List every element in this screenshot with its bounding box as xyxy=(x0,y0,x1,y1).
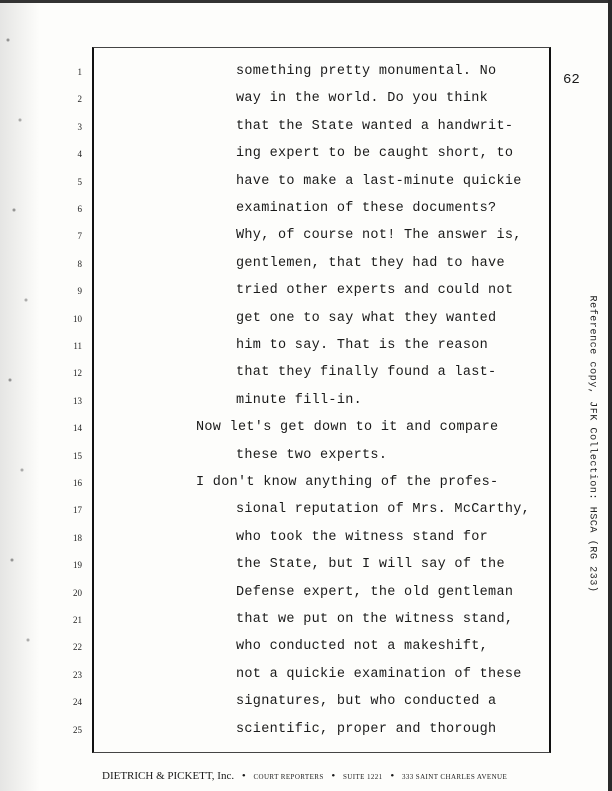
line-number: 16 xyxy=(73,478,82,488)
transcript-line: I don't know anything of the profes- xyxy=(196,475,499,490)
transcript-line: who conducted not a makeshift, xyxy=(236,639,489,655)
line-number: 23 xyxy=(73,669,82,680)
line-number: 5 xyxy=(77,176,82,187)
line-number: 8 xyxy=(77,258,82,269)
line-number: 25 xyxy=(73,724,82,735)
line-number: 20 xyxy=(73,587,82,598)
transcript-line: ing expert to be caught short, to xyxy=(236,146,514,162)
line-number: 7 xyxy=(77,231,82,242)
transcript-line: tried other experts and could not xyxy=(236,283,514,299)
transcript-line: something pretty monumental. No xyxy=(236,64,497,79)
line-number: 18 xyxy=(73,532,82,543)
footer-suite: SUITE 1221 xyxy=(343,773,383,781)
footer-separator: • xyxy=(390,770,395,782)
transcript-line: way in the world. Do you think xyxy=(236,91,489,107)
line-number: 6 xyxy=(77,204,82,214)
transcript-line: who took the witness stand for xyxy=(236,529,489,545)
scan-top-edge xyxy=(0,0,612,3)
transcript-line: have to make a last-minute quickie xyxy=(236,173,522,189)
footer-reporters: COURT REPORTERS xyxy=(253,773,324,781)
reporter-footer xyxy=(102,770,532,782)
transcript-line: signatures, but who conducted a xyxy=(236,694,497,710)
transcript-line: that the State wanted a handwrit- xyxy=(236,118,514,134)
transcript-line: scientific, proper and thorough xyxy=(236,721,497,737)
transcript-line: gentlemen, that they had to have xyxy=(236,255,505,271)
transcript-line: that we put on the witness stand, xyxy=(236,612,514,627)
line-number: 10 xyxy=(73,313,82,324)
transcript-line: get one to say what they wanted xyxy=(236,310,497,326)
line-number: 13 xyxy=(73,395,82,406)
transcript-line: Why, of course not! The answer is, xyxy=(236,228,522,244)
transcript-line: the State, but I will say of the xyxy=(236,557,505,573)
page-number: 62 xyxy=(563,72,580,88)
line-number: 15 xyxy=(73,450,82,461)
line-number: 14 xyxy=(73,423,82,434)
transcript-line: Defense expert, the old gentleman xyxy=(236,584,514,600)
transcript-line: him to say. That is the reason xyxy=(236,338,489,353)
line-number: 21 xyxy=(73,615,82,625)
transcript-line: these two experts. xyxy=(236,447,388,463)
line-number: 1 xyxy=(77,67,82,77)
line-number: 4 xyxy=(77,149,82,160)
footer-address: 333 SAINT CHARLES AVENUE xyxy=(401,773,508,781)
line-number: 12 xyxy=(73,368,82,379)
line-number: 2 xyxy=(77,94,82,105)
footer-separator: • xyxy=(241,770,246,782)
line-number: 3 xyxy=(77,121,82,132)
transcript-line: not a quickie examination of these xyxy=(236,666,522,682)
transcript-line: that they finally found a last- xyxy=(236,365,497,381)
line-number: 24 xyxy=(73,697,82,708)
transcript-line: Now let's get down to it and compare xyxy=(196,420,499,436)
footer-separator: • xyxy=(331,770,336,782)
line-number: 17 xyxy=(73,505,82,516)
footer-firm: DIETRICH & PICKETT, Inc. xyxy=(102,770,235,782)
scan-edge-noise xyxy=(0,0,40,791)
line-number: 22 xyxy=(73,642,82,653)
line-number: 11 xyxy=(73,341,82,351)
line-number: 19 xyxy=(73,560,82,571)
transcript-line: examination of these documents? xyxy=(236,201,497,216)
reference-stamp: Reference copy, JFK Collection: HSCA (RG 233) xyxy=(586,295,598,593)
scan-right-edge xyxy=(608,0,612,791)
transcript-line: minute fill-in. xyxy=(236,392,363,408)
transcript-line: sional reputation of Mrs. McCarthy, xyxy=(236,502,531,518)
line-number: 9 xyxy=(77,286,82,297)
